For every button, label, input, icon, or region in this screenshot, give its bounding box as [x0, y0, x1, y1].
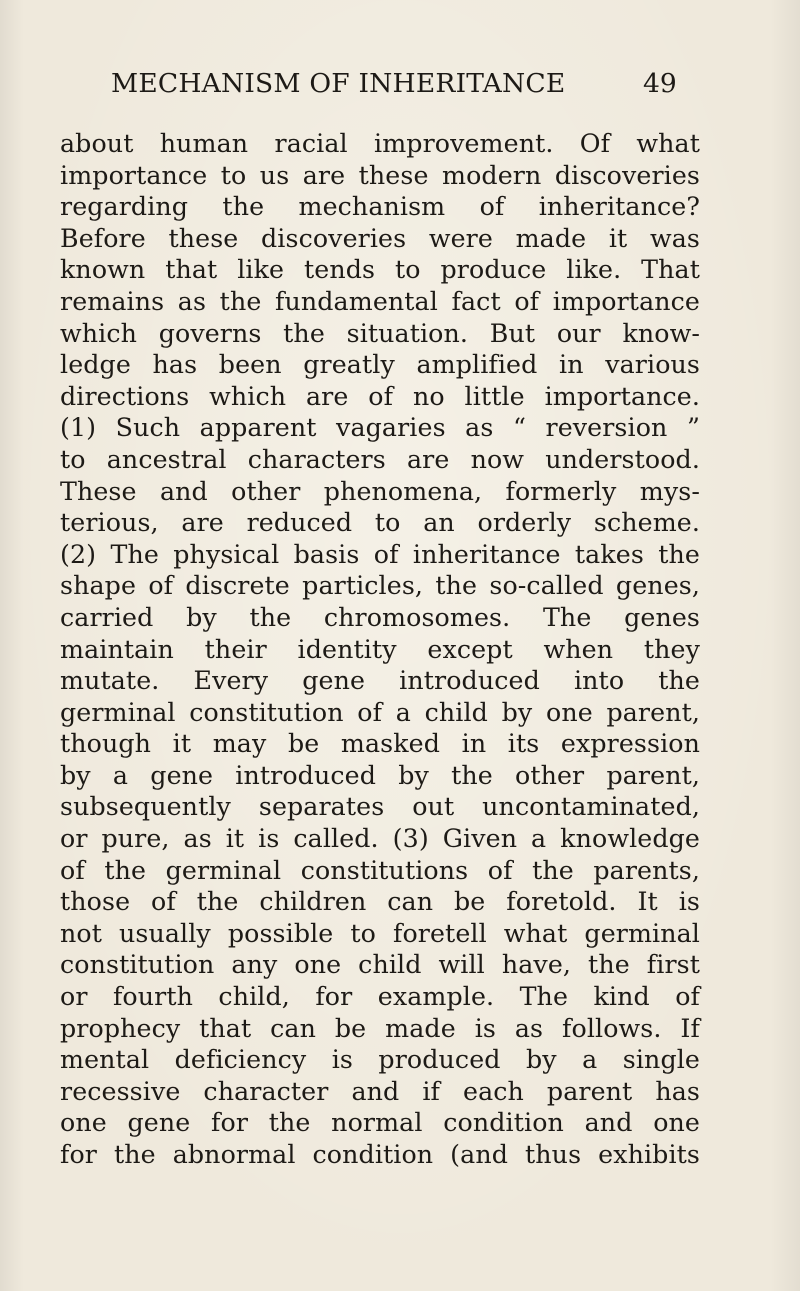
text-line: directions which are of no little importance. [60, 381, 700, 411]
text-line: about human racial improvement. Of what [60, 129, 700, 158]
text-line: though it may be masked in its expression [60, 729, 700, 759]
text-line: shape of discrete particles, the so-called genes, [60, 571, 700, 601]
text-line: (1) Such apparent vagaries as “ reversion ” [60, 413, 700, 443]
text-line: one gene for the normal condition and one [60, 1108, 700, 1138]
text-line: known that like tends to produce like. That [60, 255, 700, 285]
text-line: importance to us are these modern discoveries [60, 160, 700, 190]
text-line: mental deficiency is produced by a single [60, 1045, 700, 1075]
text-line: (2) The physical basis of inheritance takes the [60, 539, 700, 569]
text-line: by a gene introduced by the other parent, [60, 760, 700, 790]
text-line: remains as the fundamental fact of importance [60, 286, 700, 316]
text-line: carried by the chromosomes. The genes [60, 602, 700, 632]
text-line: or fourth child, for example. The kind of [60, 982, 700, 1012]
text-line: not usually possible to foretell what germinal [60, 918, 700, 948]
text-line: or pure, as it is called. (3) Given a knowledge [60, 824, 700, 854]
page-number: 49 [643, 68, 677, 99]
text-line: which governs the situation. But our know- [60, 318, 700, 348]
body-text [60, 128, 700, 1171]
text-line: Before these discoveries were made it was [60, 223, 700, 253]
text-line: for the abnormal condition (and thus exhibits [60, 1140, 700, 1169]
text-line: mutate. Every gene introduced into the [60, 666, 700, 696]
text-line: regarding the mechanism of inheritance? [60, 192, 700, 222]
text-line: prophecy that can be made is as follows. If [60, 1013, 700, 1043]
text-line: constitution any one child will have, the first [60, 950, 700, 980]
text-line: of the germinal constitutions of the parents, [60, 855, 700, 885]
text-line: to ancestral characters are now understood. [60, 444, 700, 474]
text-line: subsequently separates out uncontaminated, [60, 792, 700, 822]
text-line: terious, are reduced to an orderly scheme. [60, 508, 700, 538]
text-line: These and other phenomena, formerly mys- [60, 476, 700, 506]
page-header [0, 68, 800, 108]
text-line: those of the children can be foretold. It is [60, 887, 700, 917]
running-head: MECHANISM OF INHERITANCE [111, 68, 566, 99]
text-line: recessive character and if each parent has [60, 1076, 700, 1106]
text-line: ledge has been greatly amplified in various [60, 350, 700, 380]
text-line: maintain their identity except when they [60, 634, 700, 664]
text-line: germinal constitution of a child by one parent, [60, 697, 700, 727]
